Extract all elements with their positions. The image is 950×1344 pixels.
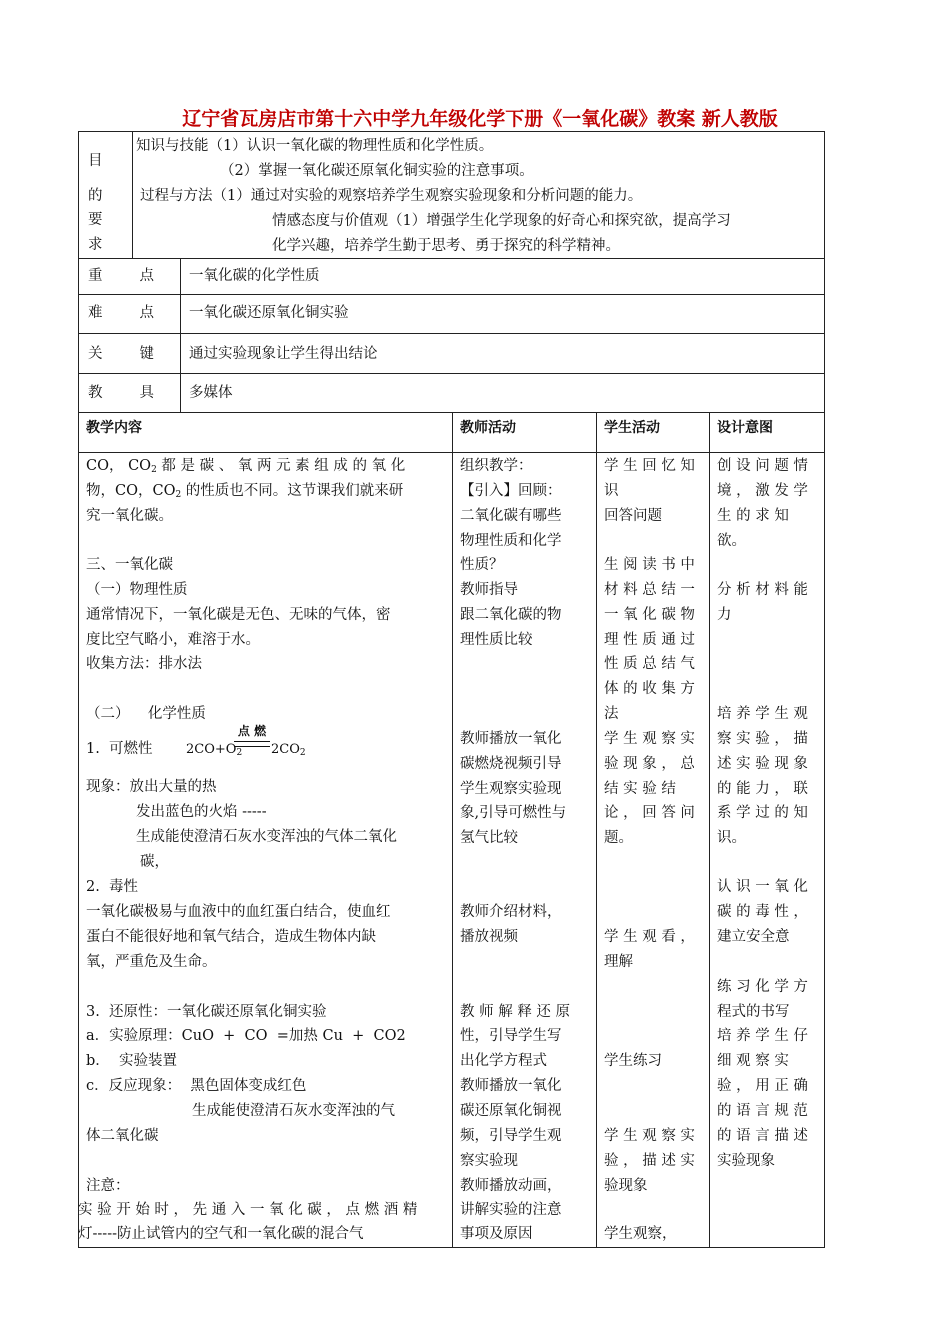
text-span: 2CO [271, 742, 300, 757]
intent-line: 识。 [717, 830, 746, 846]
intent-line: 的 能 力 ， 联 [717, 781, 808, 797]
label-char: 具 [139, 385, 154, 401]
teacher-line: 频，引导学生观 [460, 1128, 562, 1144]
subscript: 2 [236, 748, 243, 758]
student-line: 体 的 收 集 方 [604, 681, 695, 697]
content-line: 生成能使澄清石灰水变浑浊的气 [192, 1103, 395, 1119]
intent-line: 力 [717, 607, 732, 623]
label-char: 点 [139, 268, 154, 284]
label-char: 难 [88, 305, 103, 321]
objective-line: 知识与技能（1）认识一氧化碳的物理性质和化学性质。 [136, 138, 494, 154]
content-line: b． 实验装置 [86, 1053, 177, 1069]
text-span: CO， CO [86, 458, 152, 474]
content-line: a．实验原理：CuO + CO =加热 Cu + CO2 [86, 1028, 406, 1044]
student-line: 学 生 观 看 ， [604, 929, 695, 945]
teacher-line: 跟二氧化碳的物 [460, 607, 562, 623]
content-line: （二） 化学性质 [86, 706, 206, 722]
student-line: 生 阅 读 书 中 [604, 557, 695, 573]
objectives-label-char: 目 [88, 153, 103, 169]
label-char: 关 [88, 346, 103, 362]
student-line: 学 生 观 察 实 [604, 731, 695, 747]
teacher-line: 出化学方程式 [460, 1053, 547, 1069]
student-line: 性 质 总 结 气 [604, 656, 695, 672]
header-student: 学生活动 [604, 420, 660, 436]
equation-right [271, 737, 306, 766]
student-line: 理解 [604, 954, 633, 970]
intent-line: 认 识 一 氧 化 [717, 879, 808, 895]
intent-line: 培 养 学 生 观 [717, 706, 808, 722]
intent-line: 述 实 验 现 象 [717, 756, 808, 772]
difficulty-value: 一氧化碳还原氧化铜实验 [189, 305, 349, 321]
intent-line: 程式的书写 [717, 1004, 790, 1020]
objective-line: 情感态度与价值观（1）增强学生化学现象的好奇心和探究欲，提高学习 [272, 213, 731, 229]
intent-line: 的 语 言 规 范 [717, 1103, 808, 1119]
teacher-line: 【引入】回顾： [460, 483, 562, 499]
student-line: 论 ， 回 答 问 [604, 805, 695, 821]
key-point-value: 一氧化碳的化学性质 [189, 268, 320, 284]
intent-line: 碳 的 毒 性 ， [717, 904, 808, 920]
col-divider [180, 258, 181, 412]
content-line: 发出蓝色的火焰 ----- [136, 804, 267, 820]
teacher-line: 组织教学： [460, 458, 533, 474]
equals-sign [234, 741, 270, 747]
tools-label [88, 381, 154, 406]
objectives-label-char: 求 [88, 237, 103, 253]
student-line: 法 [604, 706, 619, 722]
label-char: 点 [139, 305, 154, 321]
student-line: 学生练习 [604, 1053, 662, 1069]
label-char: 键 [139, 346, 154, 362]
objective-line: 化学兴趣，培养学生勤于思考、勇于探究的科学精神。 [272, 238, 620, 254]
teacher-line: 性质？ [460, 557, 504, 573]
intent-line: 察 实 验 ， 描 [717, 731, 808, 747]
teacher-line: 氢气比较 [460, 830, 518, 846]
content-line: 生成能使澄清石灰水变浑浊的气体二氧化 [136, 829, 397, 845]
content-line: （一）物理性质 [86, 582, 188, 598]
intent-line: 练 习 化 学 方 [717, 979, 808, 995]
objective-line: （2）掌握一氧化碳还原氧化铜实验的注意事项。 [220, 163, 534, 179]
content-line: 收集方法：排水法 [86, 656, 202, 672]
teacher-line: 碳还原氧化铜视 [460, 1103, 562, 1119]
objectives-label-char: 要 [88, 212, 103, 228]
intent-line: 境 ， 激 发 学 [717, 483, 808, 499]
content-line: 实 验 开 始 时 ， 先 通 入 一 氧 化 碳 ， 点 燃 酒 精 [78, 1202, 418, 1218]
teacher-line: 事项及原因 [460, 1226, 533, 1242]
student-line: 题。 [604, 830, 633, 846]
teacher-line: 讲解实验的注意 [460, 1202, 562, 1218]
teacher-line: 物理性质和化学 [460, 533, 562, 549]
intent-line: 建立安全意 [717, 929, 790, 945]
text-span: 物，CO，CO [86, 483, 176, 499]
teacher-line: 性，引导学生写 [460, 1028, 562, 1044]
key-point-label [88, 264, 154, 289]
teacher-line: 播放视频 [460, 929, 518, 945]
content-line: 体二氧化碳 [86, 1128, 159, 1144]
text-span: 点 燃 [237, 724, 267, 738]
col-divider [709, 412, 710, 1248]
header-content: 教学内容 [86, 420, 142, 436]
content-line: 通常情况下，一氧化碳是无色、无味的气体，密 [86, 607, 391, 623]
student-line: 一 氧 化 碳 物 [604, 607, 695, 623]
content-line: 究一氧化碳。 [86, 508, 173, 524]
col-divider [452, 412, 453, 1248]
row-divider [78, 294, 825, 295]
content-line: 1. 可燃性 [86, 741, 153, 757]
student-line: 学生观察， [604, 1226, 677, 1242]
intent-line: 实验现象 [717, 1153, 775, 1169]
student-line: 材 料 总 结 一 [604, 582, 695, 598]
content-line: 现象：放出大量的热 [86, 779, 217, 795]
objectives-label-char: 的 [88, 188, 103, 204]
teacher-line: 教师指导 [460, 582, 518, 598]
intent-line: 生 的 求 知 [717, 508, 789, 524]
content-line: 注意： [86, 1178, 130, 1194]
label-char: 重 [88, 268, 103, 284]
text-span: 2CO+O [186, 742, 237, 757]
row-divider [78, 333, 825, 334]
content-line: 三、一氧化碳 [86, 557, 173, 573]
key-label [88, 342, 154, 367]
content-line: 蛋白不能很好地和氧气结合，造成生物体内缺 [86, 929, 376, 945]
subscript: 2 [299, 748, 306, 758]
content-line: c．反应现象： 黑色固体变成红色 [86, 1078, 307, 1094]
row-divider [78, 373, 825, 374]
student-line: 验 现 象 ， 总 [604, 756, 695, 772]
teacher-line: 学生观察实验现 [460, 781, 562, 797]
intent-line: 创 设 问 题 情 [717, 458, 808, 474]
header-teacher: 教师活动 [460, 420, 516, 436]
student-line: 回答问题 [604, 508, 662, 524]
intent-line: 的 语 言 描 述 [717, 1128, 808, 1144]
document-title: 辽宁省瓦房店市第十六中学九年级化学下册《一氧化碳》教案 新人教版 [182, 108, 778, 130]
content-line: 3. 还原性：一氧化碳还原氧化铜实验 [86, 1004, 327, 1020]
teacher-line: 教师播放动画， [460, 1178, 562, 1194]
teacher-line: 察实验现 [460, 1153, 518, 1169]
student-line: 识 [604, 483, 619, 499]
student-line: 验现象 [604, 1178, 648, 1194]
objective-line: 过程与方法（1）通过对实验的观察培养学生观察实验现象和分析问题的能力。 [140, 188, 643, 204]
tools-value: 多媒体 [189, 385, 233, 401]
teacher-line: 象,引导可燃性与 [460, 805, 567, 821]
student-line: 理 性 质 通 过 [604, 632, 695, 648]
student-line: 验 ， 描 述 实 [604, 1153, 695, 1169]
teacher-line: 教 师 解 释 还 原 [460, 1004, 571, 1020]
content-line: 度比空气略小，难溶于水。 [86, 632, 260, 648]
content-line: 碳， [140, 854, 169, 870]
content-line: 灯-----防止试管内的空气和一氧化碳的混合气 [78, 1226, 364, 1242]
intent-line: 分 析 材 料 能 [717, 582, 808, 598]
intent-line: 欲。 [717, 533, 746, 549]
content-line: 一氧化碳极易与血液中的血红蛋白结合，使血红 [86, 904, 391, 920]
col-divider [132, 131, 133, 258]
text-span: 都 是 碳 、 氧 两 元 素 组 成 的 氧 化 [156, 458, 406, 474]
header-intent: 设计意图 [717, 420, 773, 436]
student-line: 学 生 观 察 实 [604, 1128, 695, 1144]
label-char: 教 [88, 385, 103, 401]
intent-line: 验 ， 用 正 确 [717, 1078, 808, 1094]
subscript: 2 [151, 465, 157, 475]
teacher-line: 教师播放一氧化 [460, 731, 562, 747]
teacher-line: 教师播放一氧化 [460, 1078, 562, 1094]
key-value: 通过实验现象让学生得出结论 [189, 346, 378, 362]
content-line: 2. 毒性 [86, 879, 139, 895]
subscript: 2 [175, 490, 182, 500]
intent-line: 系 学 过 的 知 [717, 805, 808, 821]
difficulty-label [88, 301, 154, 326]
content-line: 氧，严重危及生命。 [86, 954, 217, 970]
reaction-condition [234, 724, 270, 738]
teacher-line: 碳燃烧视频引导 [460, 756, 562, 772]
intent-line: 培 养 学 生 仔 [717, 1028, 808, 1044]
student-line: 结 实 验 结 [604, 781, 676, 797]
intent-line: 细 观 察 实 [717, 1053, 789, 1069]
teacher-line: 理性质比较 [460, 632, 533, 648]
student-line: 学 生 回 忆 知 [604, 458, 695, 474]
teacher-line: 二氧化碳有哪些 [460, 508, 562, 524]
col-divider [596, 412, 597, 1248]
teacher-line: 教师介绍材料， [460, 904, 562, 920]
text-span: 的性质也不同。这节课我们就来研 [181, 483, 404, 499]
